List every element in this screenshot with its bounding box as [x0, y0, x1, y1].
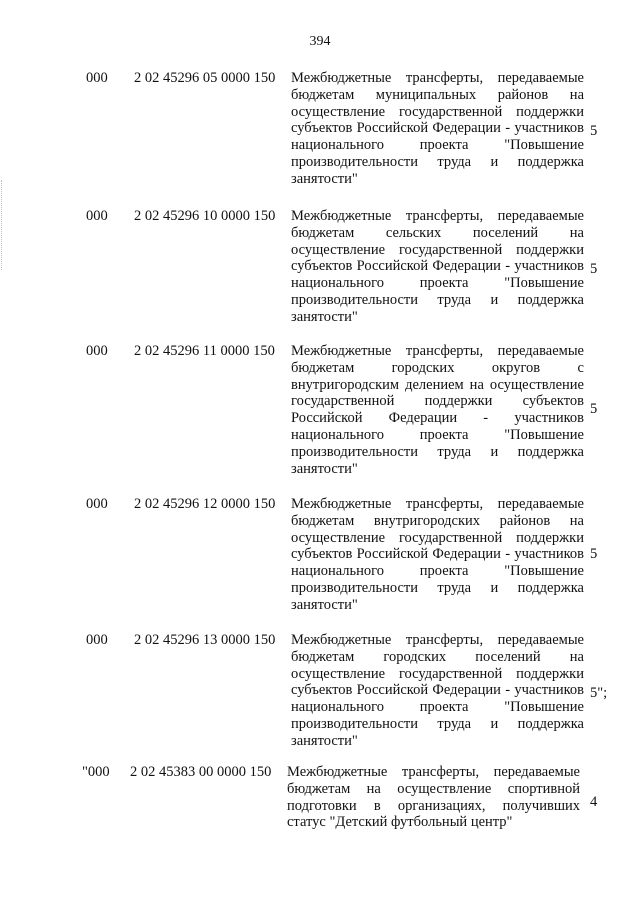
admin-code: 000	[86, 632, 108, 648]
budget-classification-code: 2 02 45296 13 0000 150	[134, 632, 276, 648]
budget-classification-code: 2 02 45296 12 0000 150	[134, 496, 276, 512]
income-description: Межбюджетные трансферты, передаваемые бюджетам на осуществление спортивной подготовки в организациях, получивших статус "Детский футбольный центр"	[287, 764, 580, 831]
income-description: Межбюджетные трансферты, передаваемые бюджетам сельских поселений на осуществление государственной поддержки субъектов Российской Федерации - участников национального проекта "Повышение производительности труда и поддержка занятости"	[291, 208, 584, 325]
table-row	[0, 208, 640, 343]
budget-classification-code: 2 02 45383 00 0000 150	[130, 764, 272, 780]
admin-code: "000	[82, 764, 110, 780]
income-description: Межбюджетные трансферты, передаваемые бюджетам внутригородских районов на осуществление государственной поддержки субъектов Российской Федерации - участников национального проекта "Повышение производительности труда и поддержка занятости"	[291, 496, 584, 613]
table-row	[0, 496, 640, 632]
admin-code: 000	[86, 496, 108, 512]
table-row	[0, 632, 640, 764]
page-number: 394	[309, 34, 331, 49]
table-row	[0, 764, 640, 854]
budget-classification-code: 2 02 45296 05 0000 150	[134, 70, 276, 86]
table-row	[0, 343, 640, 496]
table-row	[0, 70, 640, 208]
budget-code-table	[0, 70, 640, 854]
budget-classification-code: 2 02 45296 10 0000 150	[134, 208, 276, 224]
normative-value: 5	[590, 123, 598, 139]
income-description: Межбюджетные трансферты, передаваемые бюджетам муниципальных районов на осуществление государственной поддержки субъектов Российской Федерации - участников национального проекта "Повышение производительности труда и поддержка занятости"	[291, 70, 584, 187]
budget-classification-code: 2 02 45296 11 0000 150	[134, 343, 275, 359]
income-description: Межбюджетные трансферты, передаваемые бюджетам городских поселений на осуществление государственной поддержки субъектов Российской Федерации - участников национального проекта "Повышение производительности труда и поддержка занятости"	[291, 632, 584, 749]
normative-value: 5	[590, 546, 598, 562]
normative-value: 5	[590, 261, 598, 277]
admin-code: 000	[86, 343, 108, 359]
admin-code: 000	[86, 70, 108, 86]
income-description: Межбюджетные трансферты, передаваемые бюджетам городских округов с внутригородским делением на осуществление государственной поддержки субъектов Российской Федерации - участников национального проекта "Повышение производительности труда и поддержка занятости"	[291, 343, 584, 477]
normative-value: 5";	[590, 685, 608, 701]
normative-value: 5	[590, 401, 598, 417]
normative-value: 4	[590, 794, 598, 810]
admin-code: 000	[86, 208, 108, 224]
